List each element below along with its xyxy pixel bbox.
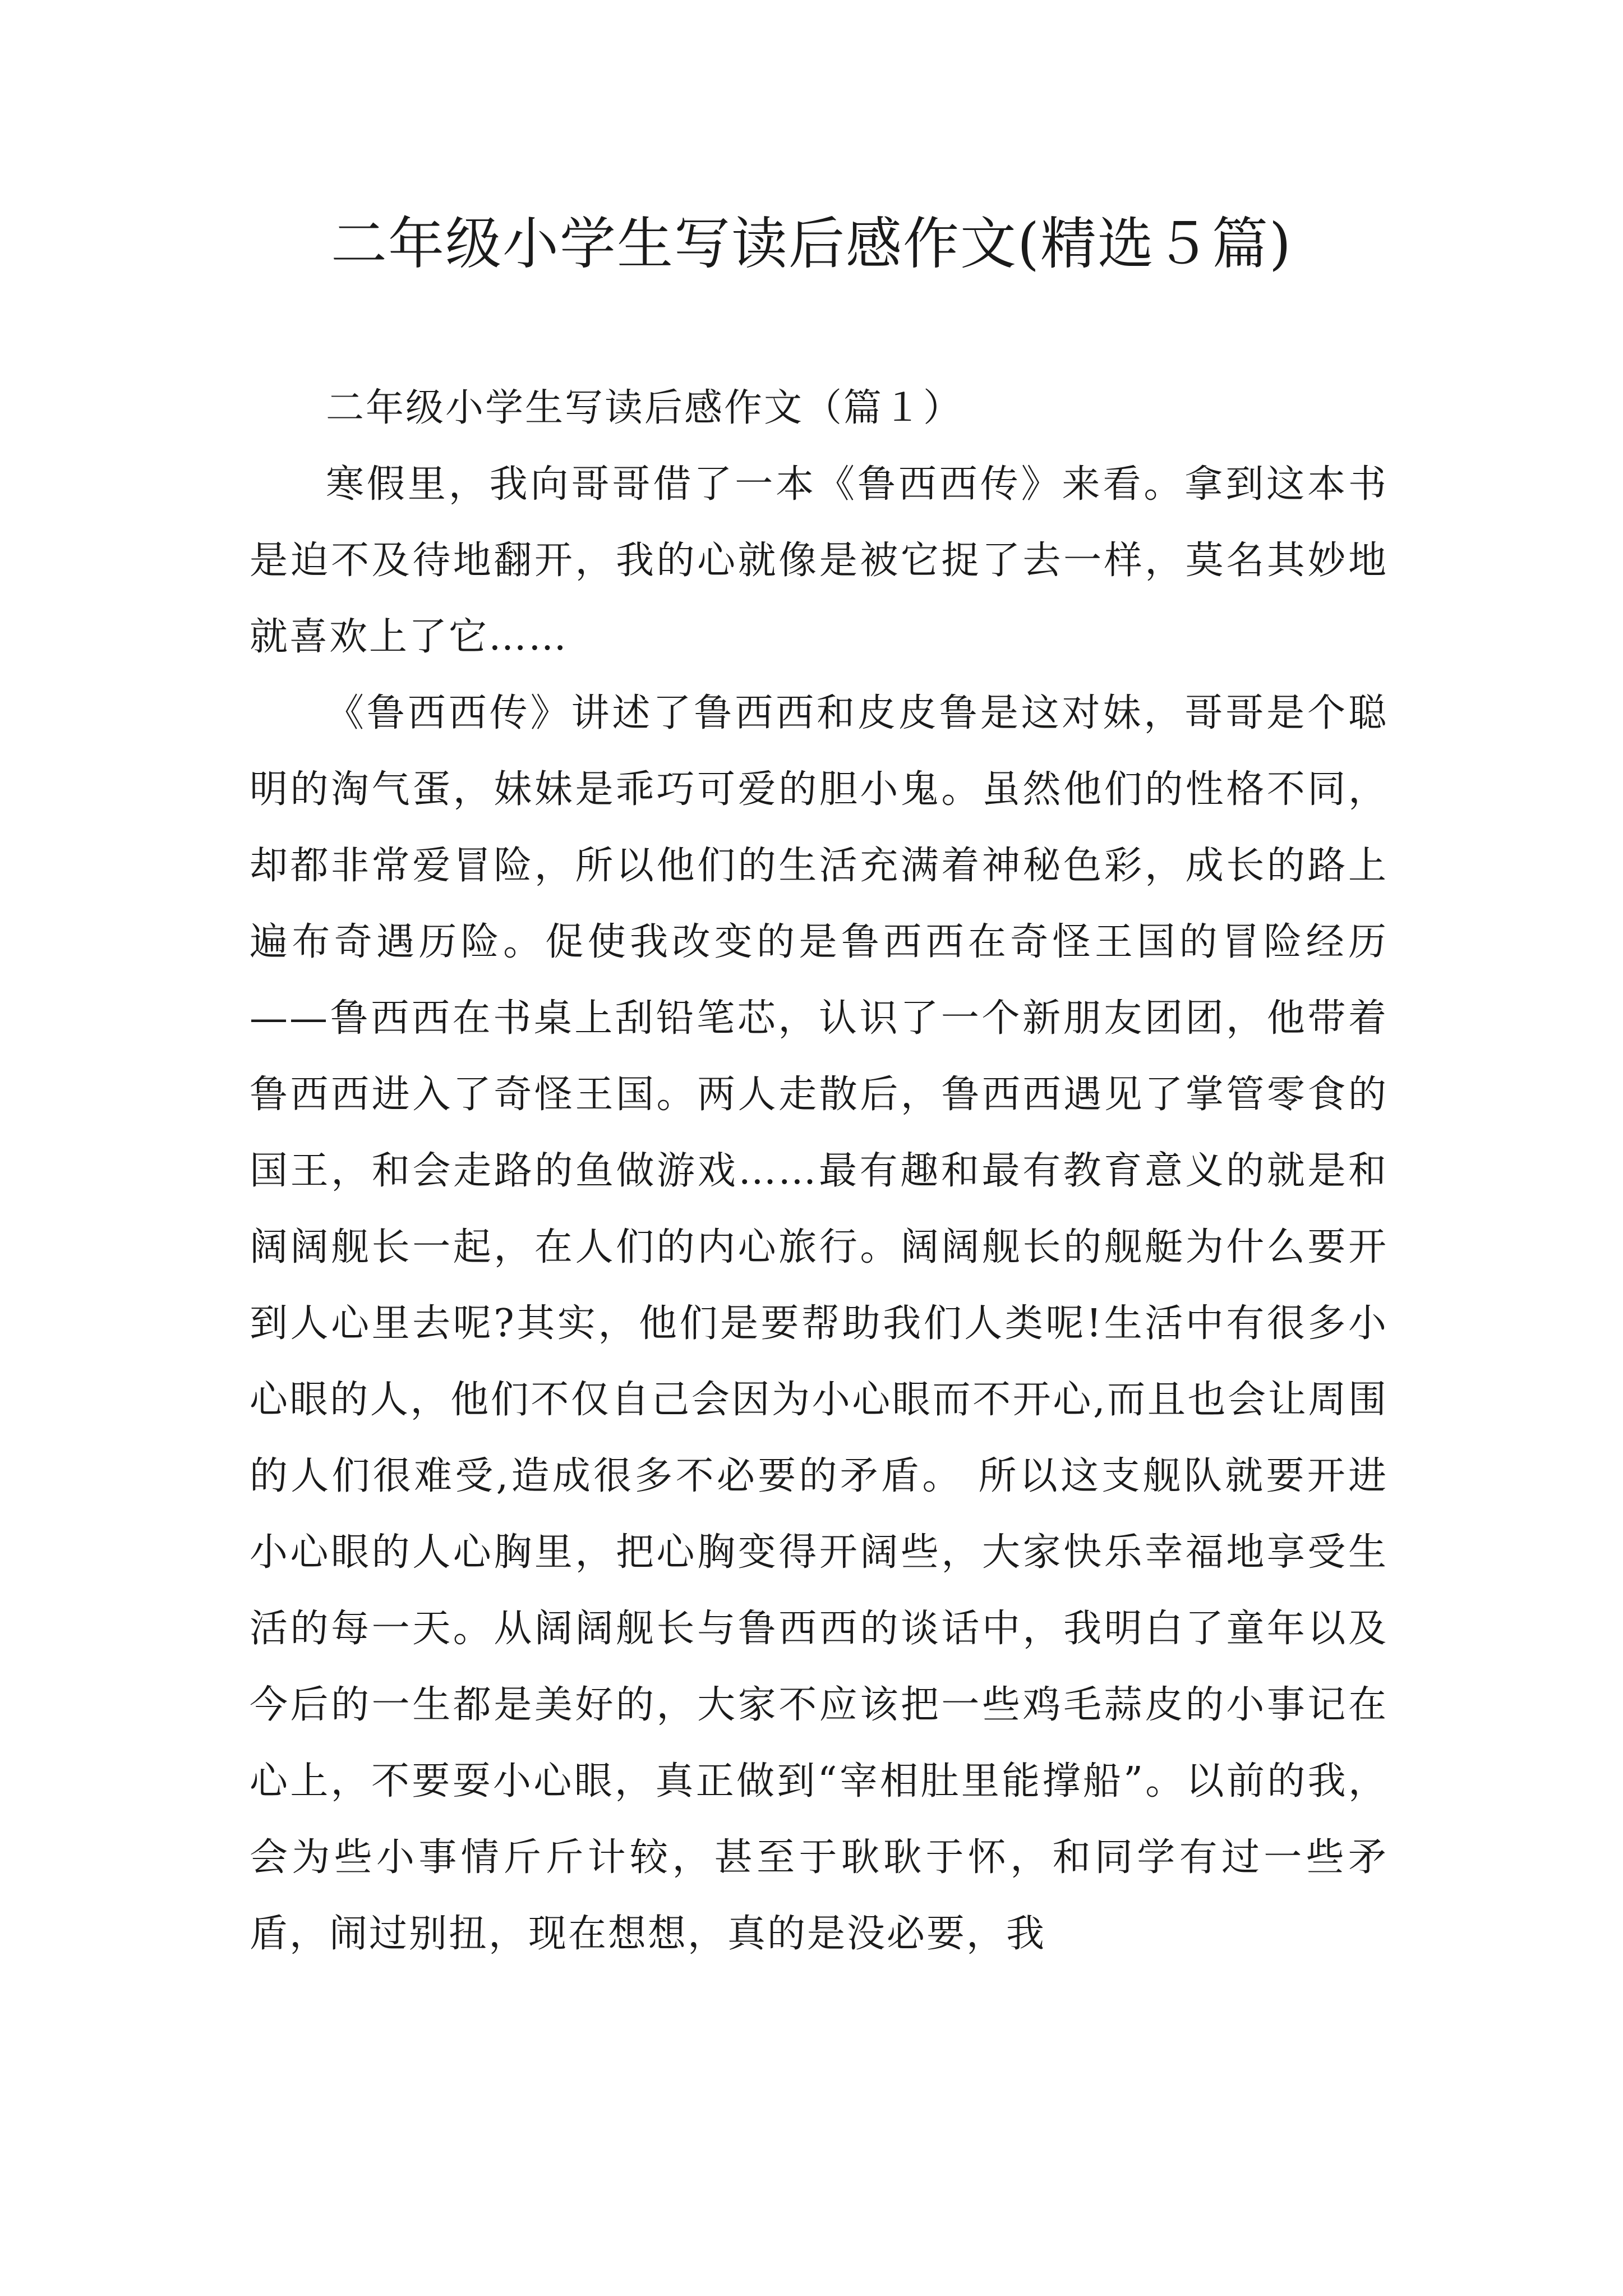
document-title: 二年级小学生写读后感作文(精选５篇) [330, 211, 1293, 277]
document-body [250, 370, 1388, 1972]
section-heading: 二年级小学生写读后感作文（篇１） [326, 386, 963, 430]
body-paragraph-1: 寒假里，我向哥哥借了一本《鲁西西传》来看。拿到这本书是迫不及待地翻开，我的心就像是被它捉了去一样，莫名其妙地就喜欢上了它…… [250, 462, 1388, 659]
body-paragraph-2: 《鲁西西传》讲述了鲁西西和皮皮鲁是这对妹，哥哥是个聪明的淘气蛋，妹妹是乖巧可爱的胆小鬼。虽然他们的性格不同，却都非常爱冒险，所以他们的生活充满着神秘色彩，成长的路上遍布奇遇历险。促使我改变的是鲁西西在奇怪王国的冒险经历——鲁西西在书桌上刮铅笔芯，认识了一个新朋友团团，他带着鲁西西进入了奇怪王国。两人走散后，鲁西西遇见了掌管零食的国王，和会走路的鱼做游戏……最有趣和最有教育意义的就是和阔阔舰长一起，在人们的内心旅行。阔阔舰长的舰艇为什么要开到人心里去呢?其实，他们是要帮助我们人类呢!生活中有很多小心眼的人，他们不仅自己会因为小心眼而不开心,而且也会让周围的人们很难受,造成很多不必要的矛盾。 所以这支舰队就要开进小心眼的人心胸里，把心胸变得开阔些，大家快乐幸福地享受生活的每一天。从阔阔舰长与鲁西西的谈话中，我明白了童年以及今后的一生都是美好的，大家不应该把一些鸡毛蒜皮的小事记在心上，不要耍小心眼，真正做到“宰相肚里能撑船”。以前的我，会为些小事情斤斤计较，甚至于耿耿于怀，和同学有过一些矛盾，闹过别扭，现在想想，真的是没必要，我 [250, 691, 1388, 1956]
